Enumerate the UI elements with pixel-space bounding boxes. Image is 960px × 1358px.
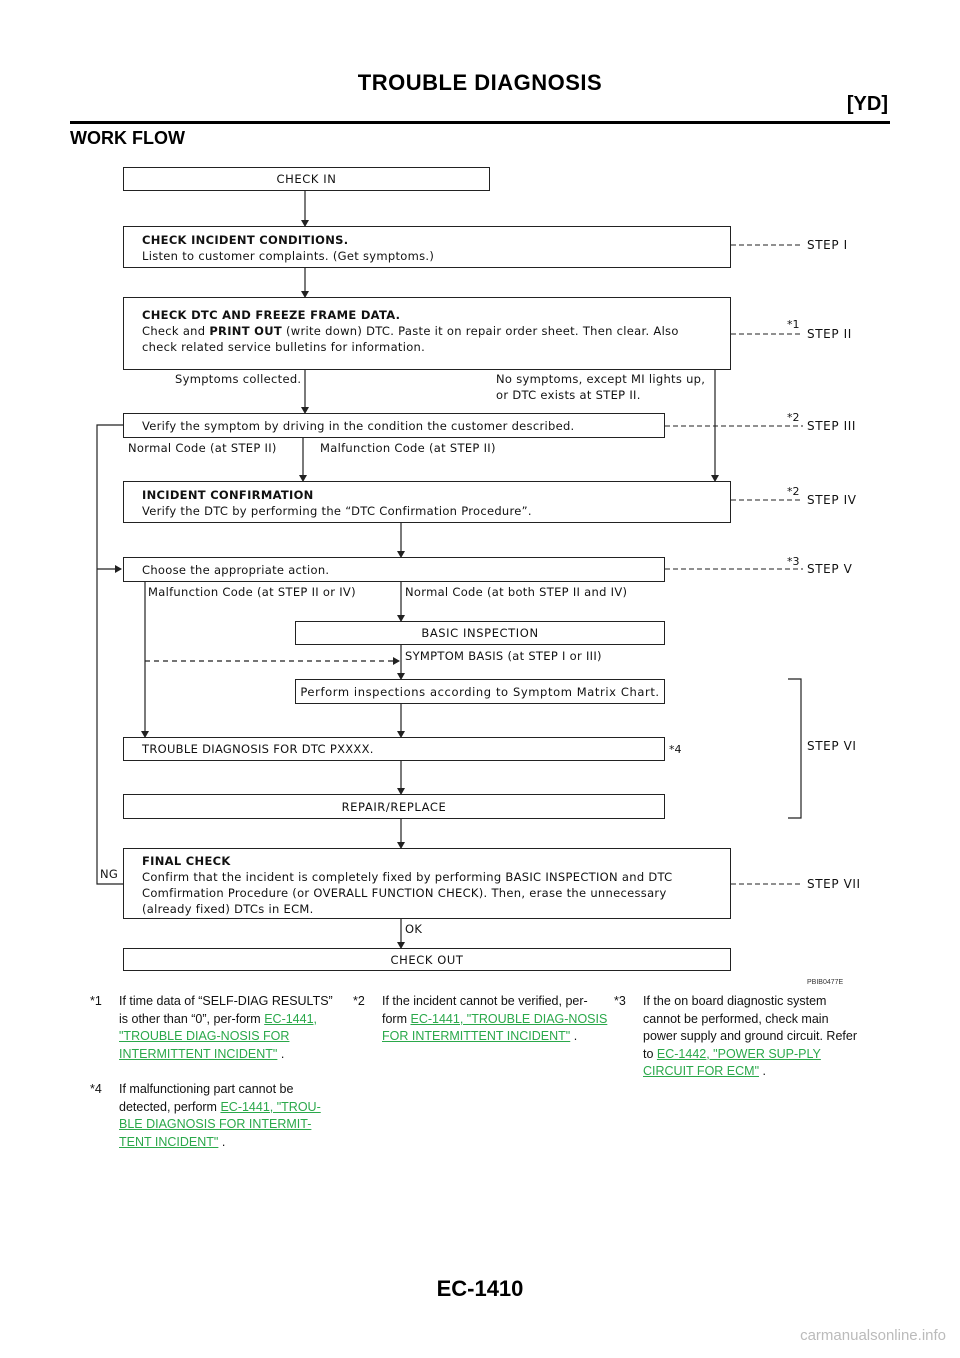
footnote-3-text: If the on board diagnostic system cannot be performed, check main power supply and ground circuit. Refer to bbox=[643, 994, 858, 1061]
check-in-box: CHECK IN bbox=[123, 167, 490, 191]
note-1-marker: *1 bbox=[787, 318, 800, 331]
ng-label: NG bbox=[100, 867, 119, 881]
malfunction-code-step2-label: Malfunction Code (at STEP II) bbox=[320, 441, 496, 455]
step-iv-label: STEP IV bbox=[807, 493, 857, 507]
footnote-1-tail: . bbox=[277, 1046, 285, 1061]
footnote-3-key: *3 bbox=[614, 994, 626, 1008]
final-check-text: Confirm that the incident is completely fixed by performing BASIC INSPECTION and DTC Comfirmation Procedure (or OVERALL FUNCTION CHECK). Then, erase the unnecessary (already fixed) DTCs in ECM. bbox=[142, 870, 673, 916]
check-out-box: CHECK OUT bbox=[123, 948, 731, 971]
ok-label: OK bbox=[405, 922, 423, 936]
footnote-1 bbox=[90, 993, 340, 1063]
step-vi-label: STEP VI bbox=[807, 739, 857, 753]
incident-conditions-box bbox=[123, 226, 731, 268]
choose-action-box: Choose the appropriate action. bbox=[123, 557, 665, 582]
footnote-4 bbox=[90, 1081, 340, 1151]
note-4-marker: *4 bbox=[669, 743, 682, 756]
normal-code-step2-label: Normal Code (at STEP II) bbox=[128, 441, 277, 455]
footnote-3 bbox=[614, 993, 864, 1081]
step-iii-label: STEP III bbox=[807, 419, 856, 433]
section-title: WORK FLOW bbox=[70, 128, 185, 148]
footnote-4-tail: . bbox=[218, 1134, 226, 1149]
incident-conditions-title: CHECK INCIDENT CONDITIONS. bbox=[142, 233, 349, 247]
footnote-4-key: *4 bbox=[90, 1082, 102, 1096]
page-header-subtitle: [YD] bbox=[846, 93, 888, 115]
verify-symptom-box: Verify the symptom by driving in the condition the customer described. bbox=[123, 413, 665, 438]
final-check-box bbox=[123, 848, 731, 919]
step-v-label: STEP V bbox=[807, 562, 853, 576]
dtc-freeze-text-2: (write down) DTC. Paste it on repair order sheet. Then clear. Also check related service bulletins for information. bbox=[142, 324, 679, 354]
step-ii-label: STEP II bbox=[807, 327, 852, 341]
footnote-2-key: *2 bbox=[353, 994, 365, 1008]
page-number: EC-1410 bbox=[436, 1276, 524, 1301]
footnote-3-link[interactable]: EC-1442, "POWER SUP-PLY CIRCUIT FOR ECM" bbox=[643, 1046, 821, 1078]
note-3-marker: *3 bbox=[787, 555, 800, 568]
footnote-1-key: *1 bbox=[90, 994, 102, 1008]
figure-id: PBIB0477E bbox=[807, 979, 844, 986]
footnote-2-tail: . bbox=[570, 1029, 578, 1043]
dtc-freeze-title: CHECK DTC AND FREEZE FRAME DATA. bbox=[142, 308, 401, 322]
repair-replace-box: REPAIR/REPLACE bbox=[123, 794, 665, 819]
step-vii-label: STEP VII bbox=[807, 877, 861, 891]
symptom-matrix-box: Perform inspections according to Symptom Matrix Chart. bbox=[295, 679, 665, 704]
malfunction-code-step2-4-label: Malfunction Code (at STEP II or IV) bbox=[148, 585, 356, 599]
footnote-4-link[interactable]: EC-1441, "TROU-BLE DIAGNOSIS FOR INTERMIT-TENT INCIDENT" bbox=[119, 1099, 321, 1149]
incident-conditions-text: Listen to customer complaints. (Get symptoms.) bbox=[142, 249, 435, 263]
footnote-2 bbox=[353, 993, 608, 1046]
dtc-freeze-text-1: Check and bbox=[142, 324, 210, 338]
symptoms-collected-label: Symptoms collected. bbox=[175, 372, 302, 386]
incident-confirmation-title: INCIDENT CONFIRMATION bbox=[142, 488, 314, 502]
footnote-2-text: If the incident cannot be verified, per-form bbox=[382, 994, 588, 1026]
footnote-4-text: If malfunctioning part cannot be detected, perform bbox=[119, 1082, 294, 1114]
no-symptoms-label: No symptoms, except MI lights up, or DTC exists at STEP II. bbox=[496, 372, 706, 402]
incident-confirmation-box bbox=[123, 481, 731, 523]
footnote-2-link[interactable]: EC-1441, "TROUBLE DIAG-NOSIS FOR INTERMITTENT INCIDENT" bbox=[382, 1011, 608, 1043]
watermark: carmanualsonline.info bbox=[800, 1327, 946, 1344]
dtc-freeze-print-out: PRINT OUT bbox=[209, 324, 283, 338]
footnote-1-link[interactable]: EC-1441, "TROUBLE DIAG-NOSIS FOR INTERMITTENT INCIDENT" bbox=[119, 1011, 318, 1061]
normal-code-both-label: Normal Code (at both STEP II and IV) bbox=[405, 585, 628, 599]
dtc-freeze-box bbox=[123, 297, 731, 370]
note-2-marker-step3: *2 bbox=[787, 411, 800, 424]
final-check-title: FINAL CHECK bbox=[142, 854, 231, 868]
page-header-title: TROUBLE DIAGNOSIS bbox=[357, 70, 603, 95]
footnote-1-text: If time data of “SELF-DIAG RESULTS” is other than “0”, per-form bbox=[119, 994, 333, 1026]
note-2-marker-step4: *2 bbox=[787, 485, 800, 498]
step-i-label: STEP I bbox=[807, 238, 848, 252]
trouble-dtc-box: TROUBLE DIAGNOSIS FOR DTC PXXXX. bbox=[123, 737, 665, 761]
symptom-basis-label: SYMPTOM BASIS (at STEP I or III) bbox=[405, 649, 602, 663]
basic-inspection-box: BASIC INSPECTION bbox=[295, 621, 665, 645]
incident-confirmation-text: Verify the DTC by performing the “DTC Confirmation Procedure”. bbox=[142, 504, 532, 518]
footnote-3-tail: . bbox=[759, 1064, 766, 1078]
